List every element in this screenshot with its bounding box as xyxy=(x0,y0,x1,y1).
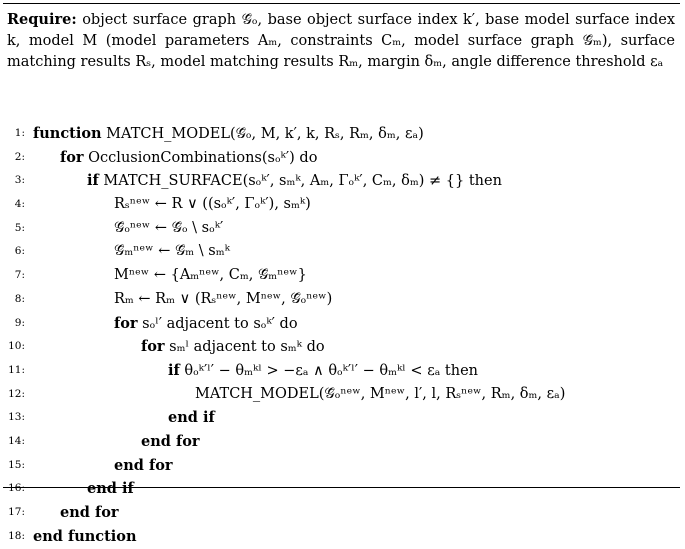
line-code xyxy=(114,217,223,241)
algorithm-line xyxy=(3,122,680,146)
line-text: 𝒢̄ₘⁿᵉʷ ← 𝒢̄ₘ \ sₘᵏ xyxy=(114,243,230,260)
algorithm-line xyxy=(3,477,680,501)
algorithm-line xyxy=(3,501,680,525)
algorithm-box xyxy=(3,3,680,545)
line-code xyxy=(141,335,325,360)
keyword: for xyxy=(114,314,138,332)
algorithm-line xyxy=(3,359,680,383)
line-number: 18: xyxy=(8,529,25,542)
line-code xyxy=(114,288,332,312)
line-text: 𝒢̄ₒⁿᵉʷ ← 𝒢̄ₒ \ sₒᵏ′ xyxy=(114,219,224,236)
algorithm-line xyxy=(3,193,680,217)
line-code xyxy=(114,454,173,479)
algorithm-line xyxy=(3,454,680,478)
line-code xyxy=(114,240,230,264)
algorithm-line xyxy=(3,406,680,430)
line-code xyxy=(87,477,134,502)
line-number: 3: xyxy=(14,174,25,187)
line-text: MATCH_MODEL(𝒢̄ₒ, M, k′, k, Rₛ, Rₘ, δₘ, εₐ) xyxy=(101,126,424,142)
line-code xyxy=(168,359,478,384)
algorithm-line xyxy=(3,288,680,312)
algorithm-line xyxy=(3,312,680,336)
line-number: 12: xyxy=(8,387,25,400)
require-text: object surface graph 𝒢̄ₒ, base object surface index k′, base model surface index k, model M (model parameters Aₘ, constraints Cₘ, model surface graph 𝒢̄ₘ), surface matching results Rₛ, model matching results Rₘ, margin δₘ, angle difference threshold εₐ xyxy=(7,12,675,70)
require-label: Require: xyxy=(7,11,77,28)
line-number: 16: xyxy=(8,482,25,495)
line-code xyxy=(87,169,502,194)
algorithm-line xyxy=(3,525,680,549)
keyword: end for xyxy=(60,504,119,521)
keyword: end for xyxy=(114,456,173,474)
line-text: θₒᵏ′ˡ′ − θₘᵏˡ > −εₐ ∧ θₒᵏ′ˡ′ − θₘᵏˡ < εₐ then xyxy=(179,362,478,379)
line-text: MATCH_MODEL(𝒢̄ₒⁿᵉʷ, Mⁿᵉʷ, l′, l, Rₛⁿᵉʷ, Rₘ, δₘ, εₐ) xyxy=(195,385,566,402)
line-code xyxy=(33,525,137,549)
algorithm-lines xyxy=(3,122,680,548)
line-number: 14: xyxy=(8,434,25,447)
line-text: MATCH_SURFACE(sₒᵏ′, sₘᵏ, Aₘ, Γₒᵏ′, Cₘ, δₘ) ≠ {} then xyxy=(98,173,502,190)
keyword: for xyxy=(141,338,165,356)
line-code xyxy=(60,146,317,171)
require-block xyxy=(7,9,675,73)
line-number: 11: xyxy=(8,363,25,376)
line-code xyxy=(114,264,307,288)
line-code xyxy=(195,383,565,407)
line-text: OcclusionCombinations(sₒᵏ′) do xyxy=(83,149,318,166)
algorithm-line xyxy=(3,169,680,193)
line-number: 6: xyxy=(14,245,25,258)
line-text: sₘˡ adjacent to sₘᵏ do xyxy=(164,339,325,356)
algorithm-line xyxy=(3,240,680,264)
keyword: end if xyxy=(87,480,134,498)
line-code xyxy=(141,430,200,455)
line-number: 13: xyxy=(8,411,25,424)
keyword: if xyxy=(168,361,180,379)
keyword: end for xyxy=(141,432,200,450)
line-number: 17: xyxy=(8,506,25,518)
line-number: 4: xyxy=(14,198,25,211)
line-number: 5: xyxy=(14,221,25,234)
line-code xyxy=(33,122,424,147)
algorithm-line xyxy=(3,217,680,241)
line-code xyxy=(168,406,215,431)
keyword: if xyxy=(87,172,99,190)
line-text: sₒˡ′ adjacent to sₒᵏ′ do xyxy=(137,315,298,332)
line-number: 1: xyxy=(14,127,25,139)
line-number: 9: xyxy=(14,316,25,329)
line-text: Mⁿᵉʷ ← {Aₘⁿᵉʷ, Cₘ, 𝒢̄ₘⁿᵉʷ} xyxy=(114,267,307,284)
algorithm-line xyxy=(3,383,680,407)
line-text: Rₘ ← Rₘ ∨ (Rₛⁿᵉʷ, Mⁿᵉʷ, 𝒢̄ₒⁿᵉʷ) xyxy=(114,290,333,307)
algorithm-line xyxy=(3,335,680,359)
keyword: for xyxy=(60,148,84,166)
line-number: 15: xyxy=(8,458,25,471)
algorithm-line xyxy=(3,146,680,170)
algorithm-line xyxy=(3,264,680,288)
algorithm-line xyxy=(3,430,680,454)
line-number: 7: xyxy=(14,269,25,282)
keyword: function xyxy=(33,125,102,142)
line-number: 10: xyxy=(8,340,25,353)
keyword: end function xyxy=(33,527,137,545)
line-code xyxy=(114,312,298,337)
line-text: Rₛⁿᵉʷ ← R ∨ ((sₒᵏ′, Γₒᵏ′), sₘᵏ) xyxy=(114,196,311,213)
line-code xyxy=(60,501,119,526)
keyword: end if xyxy=(168,409,215,427)
line-number: 8: xyxy=(14,292,25,305)
line-code xyxy=(114,193,311,217)
line-number: 2: xyxy=(14,150,25,163)
